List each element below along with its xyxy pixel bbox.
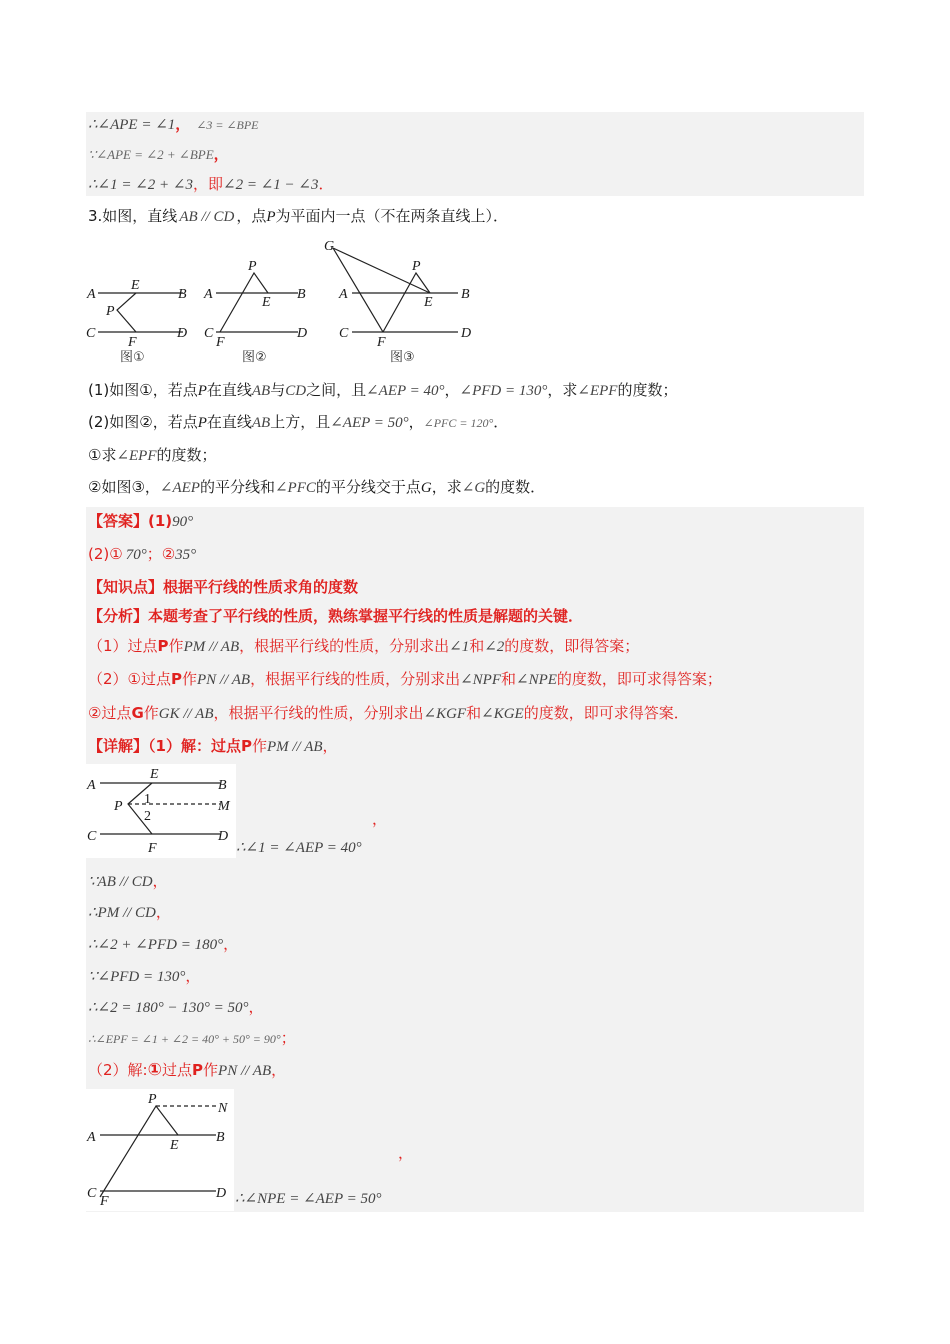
label: C xyxy=(339,326,349,341)
math-expr: ∠2 xyxy=(484,639,505,655)
question-2-1 xyxy=(88,445,217,466)
top-line-3 xyxy=(88,174,333,195)
text: 作 xyxy=(168,637,184,655)
math-var: P xyxy=(171,670,182,688)
label: P xyxy=(148,1092,157,1107)
question-1 xyxy=(88,380,677,401)
math-expr: ∠NPE xyxy=(516,672,557,688)
math-expr: ∠PFD = 130° xyxy=(459,383,548,399)
math-expr: ∠EPF xyxy=(116,448,157,464)
text: 3.如图，直线 xyxy=(88,207,178,225)
text: 【分析】本题考查了平行线的性质，熟练掌握平行线的性质是解题的关键． xyxy=(88,607,584,625)
label: N xyxy=(218,1101,228,1116)
math-var: P xyxy=(192,1061,204,1079)
text: ， xyxy=(444,381,460,399)
text: 【知识点】根据平行线的性质求角的度数 xyxy=(88,578,359,596)
text: 的度数，即可求得答案； xyxy=(556,670,722,688)
label: F xyxy=(377,335,386,350)
text: 的度数． xyxy=(485,478,546,496)
text: 【详解】（1）解：过点 xyxy=(88,737,241,755)
label: D xyxy=(216,1186,227,1201)
label: B xyxy=(461,287,470,302)
text: ②如图③， xyxy=(88,478,160,496)
text: ， xyxy=(322,737,338,755)
circled-number: ① xyxy=(147,1060,163,1080)
text: 在直线 xyxy=(206,381,252,399)
text: (2)① xyxy=(88,545,123,563)
comma: ， xyxy=(223,935,239,953)
text: 之间，且 xyxy=(306,381,367,399)
detail-step-7 xyxy=(88,997,264,1018)
figures-row xyxy=(80,236,480,370)
text: 和 xyxy=(469,637,485,655)
figure-2 xyxy=(203,259,307,365)
math-expr: ∵AB // CD xyxy=(88,874,153,890)
text: （2）解: xyxy=(88,1061,148,1079)
text: (1) xyxy=(148,512,173,530)
text: 作 xyxy=(143,704,159,722)
text: （2）①过点 xyxy=(88,670,171,688)
math-expr: ∠EPF xyxy=(577,383,618,399)
text: 和 xyxy=(501,670,517,688)
knowledge-point xyxy=(88,577,358,597)
math-expr: ∠KGF xyxy=(423,706,467,722)
math-expr: PM // AB xyxy=(266,739,323,755)
math-expr: AB xyxy=(251,415,271,431)
label: E xyxy=(262,295,271,310)
math-expr: ∠AEP = 50° xyxy=(330,415,409,431)
math-expr: ∴∠1 = ∠2 + ∠3 xyxy=(88,177,193,193)
analysis xyxy=(88,606,583,626)
math-expr: AB // CD xyxy=(179,209,235,225)
text: ②过点 xyxy=(88,704,132,722)
label: E xyxy=(170,1138,179,1153)
math-expr: ∴∠1 = ∠AEP = 40° xyxy=(236,840,362,856)
label: A xyxy=(87,1130,96,1145)
caption: 图② xyxy=(242,350,267,365)
figure-5 xyxy=(86,1089,234,1211)
label: P xyxy=(248,259,257,274)
math-expr: ∠2 = ∠1 − ∠3 xyxy=(223,177,319,193)
text: ． xyxy=(493,413,509,431)
math-expr: ∠AEP xyxy=(159,480,200,496)
text: ， xyxy=(271,1061,287,1079)
detail-part-2-step xyxy=(235,1189,381,1208)
comma: ， xyxy=(185,967,201,985)
label: M xyxy=(218,799,230,814)
math-var: P xyxy=(266,209,276,225)
comma: ， xyxy=(155,903,171,921)
label: A xyxy=(204,287,213,302)
text: 的平分线交于点 xyxy=(315,478,421,496)
label: D xyxy=(461,326,472,341)
math-expr: ∴∠NPE = ∠AEP = 50° xyxy=(235,1191,382,1207)
text: ，点 xyxy=(236,207,267,225)
top-line-1 xyxy=(88,114,259,135)
label: C xyxy=(87,829,97,844)
text: (2)如图②，若点 xyxy=(88,413,198,431)
text: ①求 xyxy=(88,446,117,464)
label: B xyxy=(178,287,187,302)
math-expr: ∠NPF xyxy=(460,672,501,688)
detail-part-2 xyxy=(88,1060,286,1081)
analysis-step-2 xyxy=(88,669,722,690)
text: ，即 xyxy=(193,175,224,193)
text: 的度数，即可求得答案． xyxy=(523,704,689,722)
text: 为平面内一点（不在两条直线上）． xyxy=(275,207,509,225)
text: 的度数，即得答案； xyxy=(504,637,640,655)
text: 作 xyxy=(203,1061,219,1079)
answer-line-2 xyxy=(88,544,196,565)
math-expr: ∠PFC xyxy=(274,480,316,496)
analysis-step-3 xyxy=(88,703,689,724)
math-var: G xyxy=(420,480,432,496)
label: B xyxy=(216,1130,225,1145)
detail-step-6 xyxy=(88,966,200,987)
math-expr: PN // AB xyxy=(197,672,251,688)
math-var: P xyxy=(157,637,169,655)
label: P xyxy=(114,799,123,814)
text: ，根据平行线的性质，分别求出 xyxy=(250,670,461,688)
label: E xyxy=(150,767,159,782)
text: ，根据平行线的性质，分别求出 xyxy=(239,637,450,655)
math-var: P xyxy=(197,415,207,431)
text: 在直线 xyxy=(206,413,252,431)
math-expr: ∴∠2 + ∠PFD = 180° xyxy=(88,937,224,953)
text: ，根据平行线的性质，分别求出 xyxy=(213,704,424,722)
math-expr: ∠1 xyxy=(449,639,470,655)
math-expr: ∠KGE xyxy=(481,706,524,722)
math-expr: ∴PM // CD xyxy=(88,905,156,921)
math-expr: AB xyxy=(251,383,271,399)
math-expr: ∵∠PFD = 130° xyxy=(88,969,186,985)
comma: ， xyxy=(248,998,264,1016)
detail-step-8 xyxy=(88,1028,296,1049)
label: F xyxy=(100,1194,109,1209)
math-expr: 70° xyxy=(125,547,147,563)
label: A xyxy=(87,778,96,793)
figure-4 xyxy=(86,764,236,858)
question-2-2 xyxy=(88,477,545,498)
math-expr: PN // AB xyxy=(218,1063,272,1079)
detail-step-5 xyxy=(88,934,238,955)
label: B xyxy=(297,287,306,302)
detail-step-4 xyxy=(88,902,171,923)
label: 2 xyxy=(144,809,151,824)
math-expr: ∠3 = ∠BPE xyxy=(196,118,259,132)
question-2 xyxy=(88,412,508,433)
text: 和 xyxy=(466,704,482,722)
text: 与 xyxy=(270,381,286,399)
analysis-step-1 xyxy=(88,636,639,657)
semicolon: ； xyxy=(280,1029,296,1047)
label: B xyxy=(218,778,227,793)
text: ，求 xyxy=(431,478,462,496)
math-expr: ∴∠APE = ∠1 xyxy=(88,117,176,133)
label: G xyxy=(324,239,335,254)
math-expr: ∠AEP = 40° xyxy=(366,383,445,399)
text: (1)如图①，若点 xyxy=(88,381,198,399)
label: C xyxy=(87,1186,97,1201)
text: （1）过点 xyxy=(88,637,158,655)
text: 作 xyxy=(182,670,198,688)
answer-line xyxy=(88,511,193,532)
text: ， xyxy=(408,413,424,431)
text: 过点 xyxy=(162,1061,193,1079)
text: ，求 xyxy=(547,381,578,399)
text: 的平分线和 xyxy=(199,478,275,496)
label: F xyxy=(128,335,137,350)
figure-1 xyxy=(86,278,187,365)
label: A xyxy=(87,287,96,302)
label: D xyxy=(177,326,188,341)
math-expr: ∴∠EPF = ∠1 + ∠2 = 40° + 50° = 90° xyxy=(88,1032,281,1046)
top-line-2 xyxy=(88,144,229,165)
label: C xyxy=(86,326,96,341)
math-expr: PM // AB xyxy=(183,639,240,655)
text: 作 xyxy=(251,737,267,755)
label: E xyxy=(424,295,433,310)
math-expr: CD xyxy=(285,383,307,399)
math-var: P xyxy=(197,383,207,399)
caption: 图① xyxy=(120,350,145,365)
label: P xyxy=(412,259,421,274)
comma: ， xyxy=(213,145,229,163)
math-var: P xyxy=(240,737,252,755)
answer-tag: 【答案】 xyxy=(88,512,149,530)
label: C xyxy=(204,326,214,341)
label: D xyxy=(218,829,229,844)
math-expr: 35° xyxy=(175,547,197,563)
detail-step-2 xyxy=(236,838,362,857)
label: D xyxy=(297,326,308,341)
text: ；② xyxy=(146,545,176,563)
label: A xyxy=(339,287,348,302)
figure-3 xyxy=(324,239,471,365)
comma: ， xyxy=(175,115,191,133)
label: P xyxy=(106,304,115,319)
math-expr: ∵∠APE = ∠2 + ∠BPE xyxy=(88,147,214,162)
text: 上方，且 xyxy=(270,413,331,431)
math-expr: ∴∠2 = 180° − 130° = 50° xyxy=(88,1000,249,1016)
detail-step-1 xyxy=(88,736,338,757)
label: E xyxy=(131,278,140,293)
math-expr: GK // AB xyxy=(158,706,214,722)
math-var: G xyxy=(131,704,144,722)
text: 的度数； xyxy=(156,446,217,464)
label: 1 xyxy=(144,792,151,807)
detail-step-3 xyxy=(88,871,168,892)
math-expr: ∠G xyxy=(461,480,486,496)
comma: ， xyxy=(398,1144,414,1162)
text: ． xyxy=(318,175,334,193)
label: F xyxy=(216,335,225,350)
comma: ， xyxy=(152,872,168,890)
label: F xyxy=(148,841,157,856)
text: 的度数； xyxy=(617,381,678,399)
math-expr: 90° xyxy=(172,514,194,530)
math-expr: ∠PFC = 120° xyxy=(423,416,494,430)
problem-statement xyxy=(88,206,508,227)
caption: 图③ xyxy=(390,350,415,365)
comma: ， xyxy=(372,810,388,828)
